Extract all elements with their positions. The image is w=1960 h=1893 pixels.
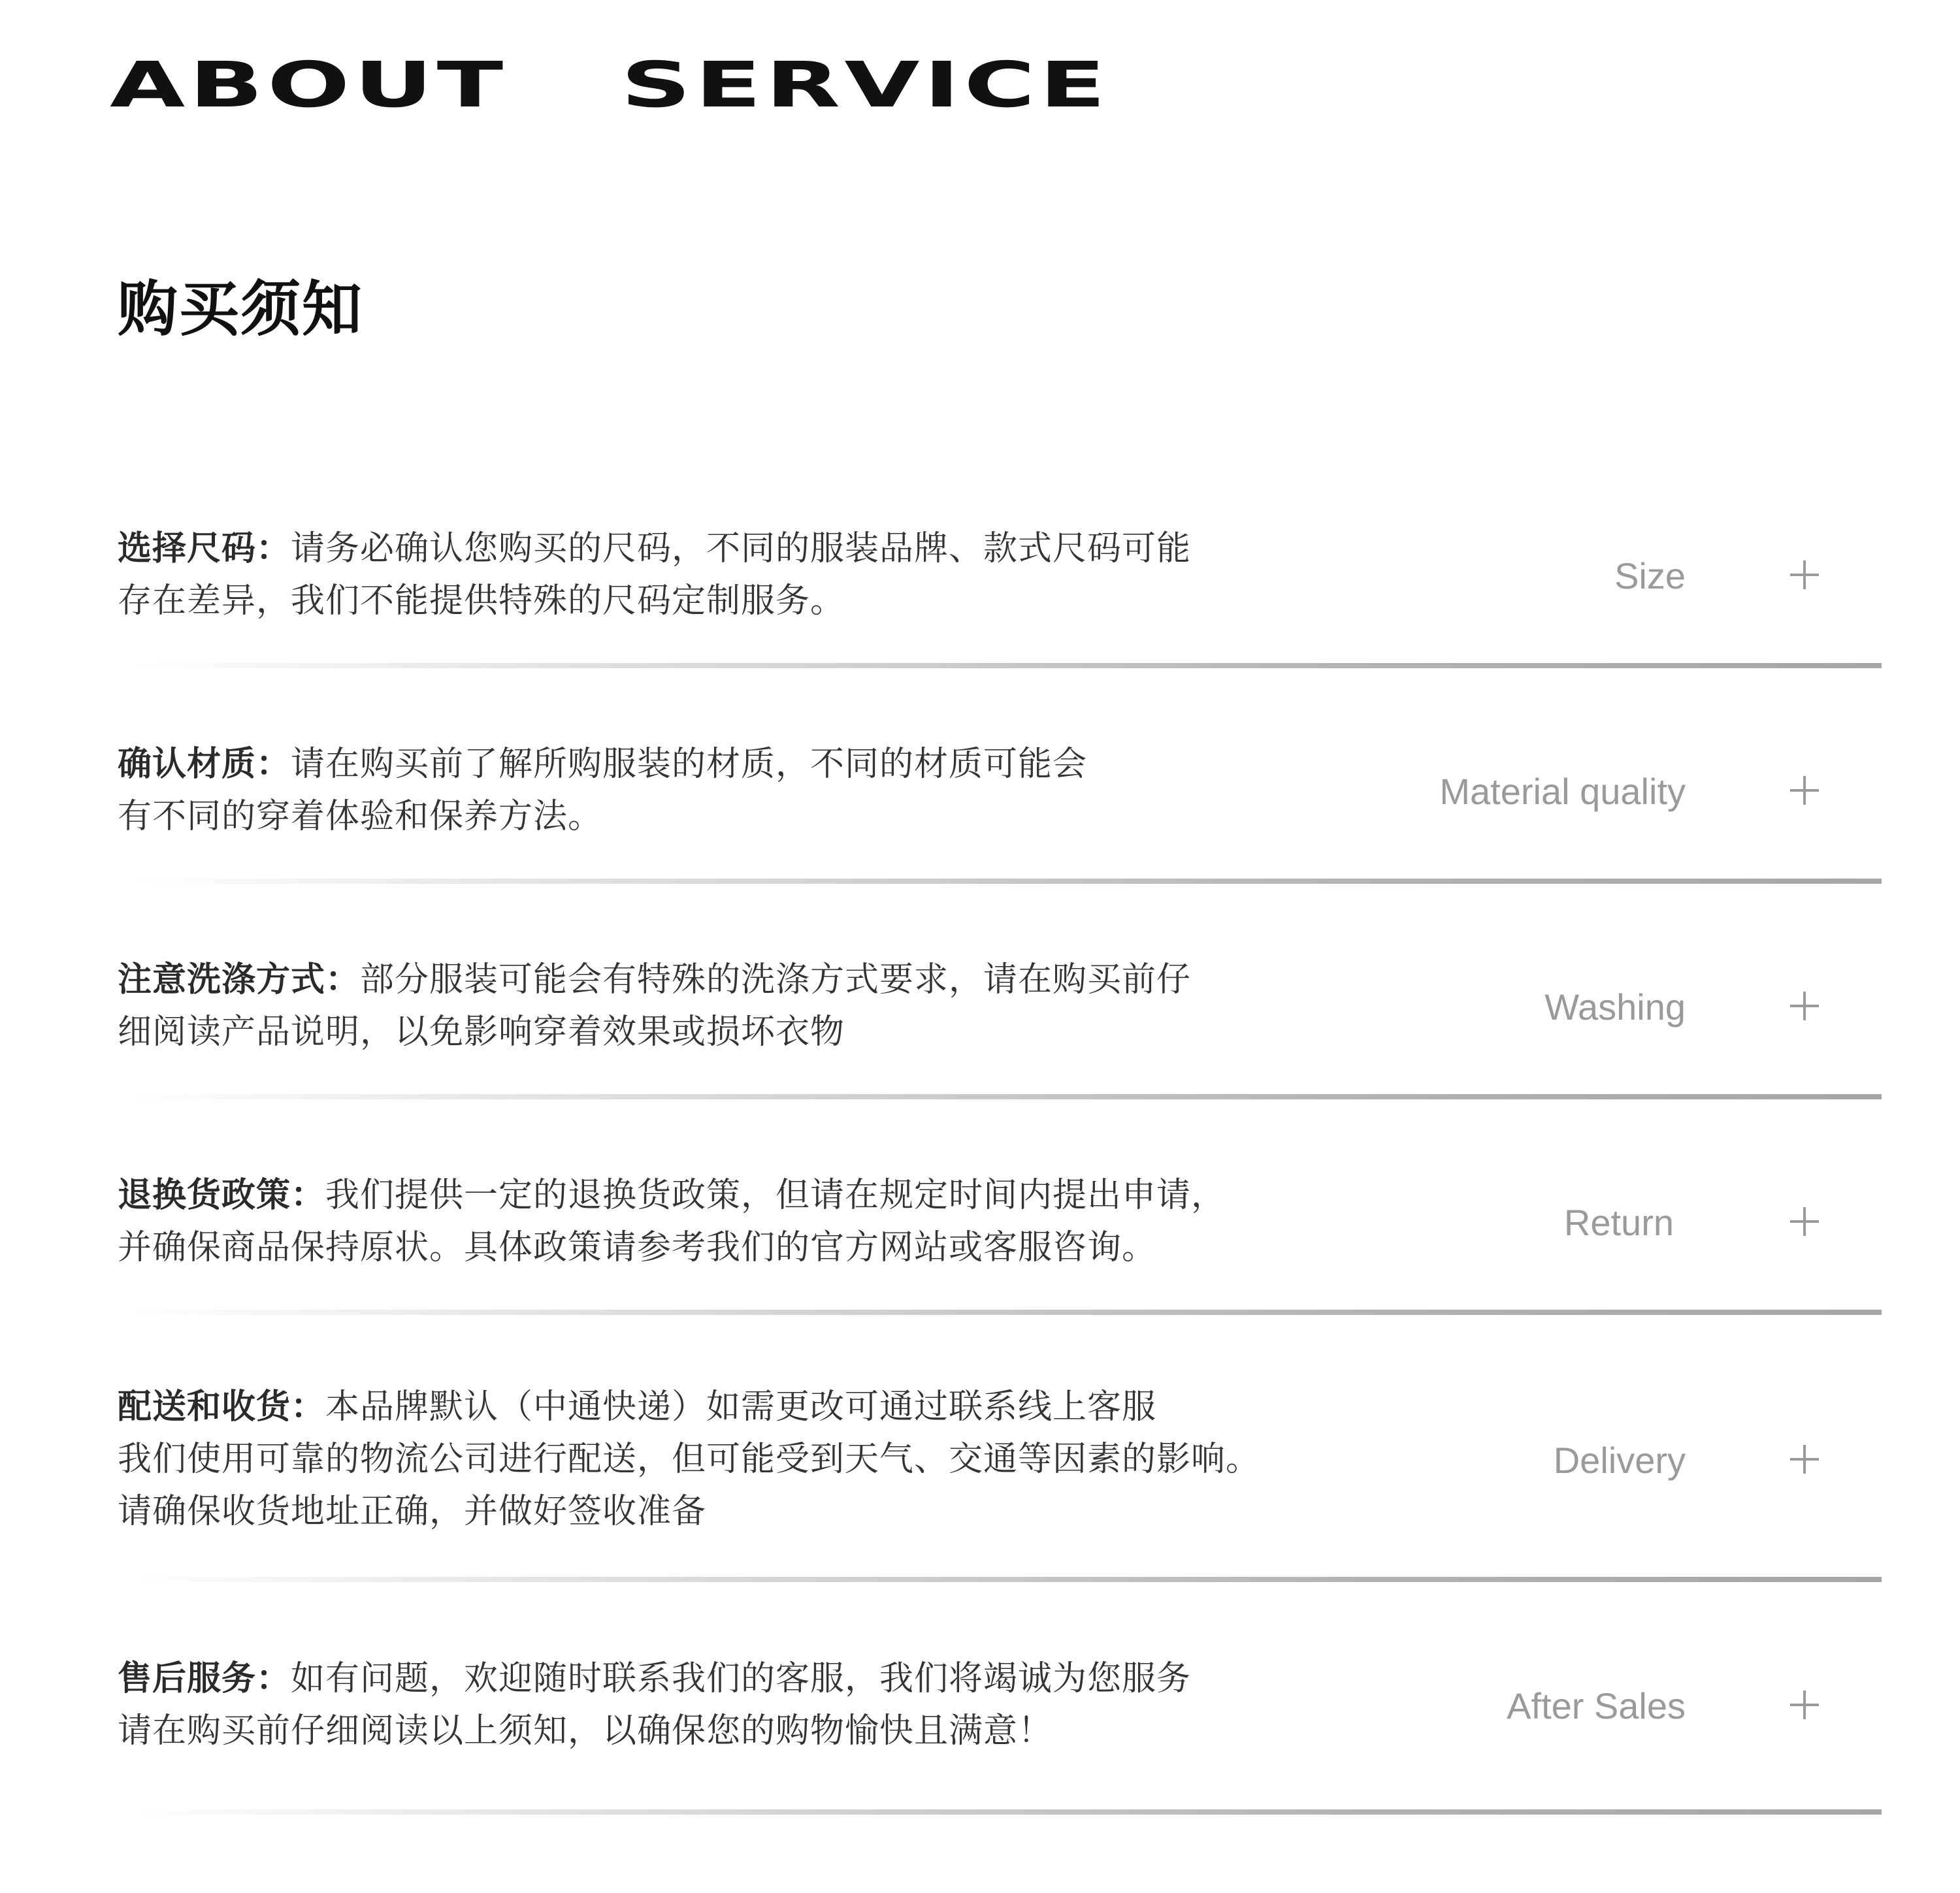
notice-item-line: 存在差异，我们不能提供特殊的尺码定制服务。 <box>118 581 845 621</box>
notice-item-body: 如有问题，欢迎随时联系我们的客服，我们将竭诚为您服务 <box>291 1659 1192 1698</box>
plus-icon[interactable] <box>1790 776 1819 805</box>
notice-item-heading: 配送和收货： <box>118 1387 326 1427</box>
plus-icon[interactable] <box>1790 1445 1819 1474</box>
divider <box>131 1809 1882 1815</box>
divider <box>131 663 1882 668</box>
notice-item-text <box>118 1653 1359 1757</box>
divider <box>131 879 1882 884</box>
plus-icon[interactable] <box>1790 1207 1819 1236</box>
notice-item-line: 请确保收货地址正确，并做好签收准备 <box>118 1492 707 1531</box>
notice-item-line: 请在购买前仔细阅读以上须知，以确保您的购物愉快且满意！ <box>118 1711 1053 1751</box>
plus-icon[interactable] <box>1790 560 1819 589</box>
divider <box>131 1577 1882 1582</box>
notice-item-text <box>118 523 1359 627</box>
notice-item-line: 并确保商品保持原状。具体政策请参考我们的官方网站或客服咨询。 <box>118 1228 1157 1267</box>
notice-item-en-label: Size <box>1614 555 1686 596</box>
notice-item-return[interactable] <box>0 1169 1960 1326</box>
notice-item-body: 请务必确认您购买的尺码，不同的服装品牌、款式尺码可能 <box>291 529 1192 568</box>
plus-icon[interactable] <box>1790 992 1819 1020</box>
notice-item-en-label: After Sales <box>1507 1685 1686 1726</box>
notice-item-line <box>118 1653 1359 1705</box>
notice-item-text <box>118 954 1359 1058</box>
notice-item-line: 我们使用可靠的物流公司进行配送，但可能受到天气、交通等因素的影响。 <box>118 1440 1261 1479</box>
page-header: ABOUT SERVICE <box>110 48 1110 121</box>
divider <box>131 1310 1882 1315</box>
notice-item-body: 部分服装可能会有特殊的洗涤方式要求，请在购买前仔 <box>360 960 1192 999</box>
notice-item-line <box>118 738 1359 790</box>
notice-item-body: 我们提供一定的退换货政策，但请在规定时间内提出申请， <box>325 1176 1226 1215</box>
notice-item-line: 有不同的穿着体验和保养方法。 <box>118 797 603 836</box>
notice-item-en-label: Washing <box>1544 986 1686 1027</box>
notice-item-text <box>118 1169 1359 1274</box>
page-title: 购买须知 <box>118 274 364 344</box>
notice-item-text <box>118 1381 1490 1538</box>
notice-item-body: 请在购买前了解所购服装的材质，不同的材质可能会 <box>291 745 1088 784</box>
notice-item-heading: 选择尺码： <box>118 529 291 568</box>
notice-item-en-label: Return <box>1563 1202 1674 1243</box>
notice-item-heading: 注意洗涤方式： <box>118 960 361 999</box>
notice-item-heading: 售后服务： <box>118 1659 291 1698</box>
notice-item-after-sales[interactable] <box>0 1653 1960 1822</box>
notice-item-text <box>118 738 1359 843</box>
plus-icon[interactable] <box>1790 1691 1819 1719</box>
notice-item-line <box>118 1381 1490 1433</box>
notice-item-line <box>118 954 1359 1006</box>
notice-item-line <box>118 523 1359 575</box>
notice-item-material[interactable] <box>0 738 1960 895</box>
notice-item-line: 细阅读产品说明，以免影响穿着效果或损坏衣物 <box>118 1012 845 1052</box>
notice-item-en-label: Delivery <box>1553 1440 1686 1481</box>
notice-item-line <box>118 1169 1359 1222</box>
divider <box>131 1094 1882 1099</box>
notice-item-heading: 确认材质： <box>118 745 291 784</box>
notice-item-body: 本品牌默认（中通快递）如需更改可通过联系线上客服 <box>325 1387 1157 1427</box>
notice-item-washing[interactable] <box>0 954 1960 1110</box>
notice-item-heading: 退换货政策： <box>118 1176 326 1215</box>
notice-item-delivery[interactable] <box>0 1381 1960 1590</box>
notice-item-size[interactable] <box>0 523 1960 679</box>
notice-item-en-label: Material quality <box>1439 771 1686 812</box>
